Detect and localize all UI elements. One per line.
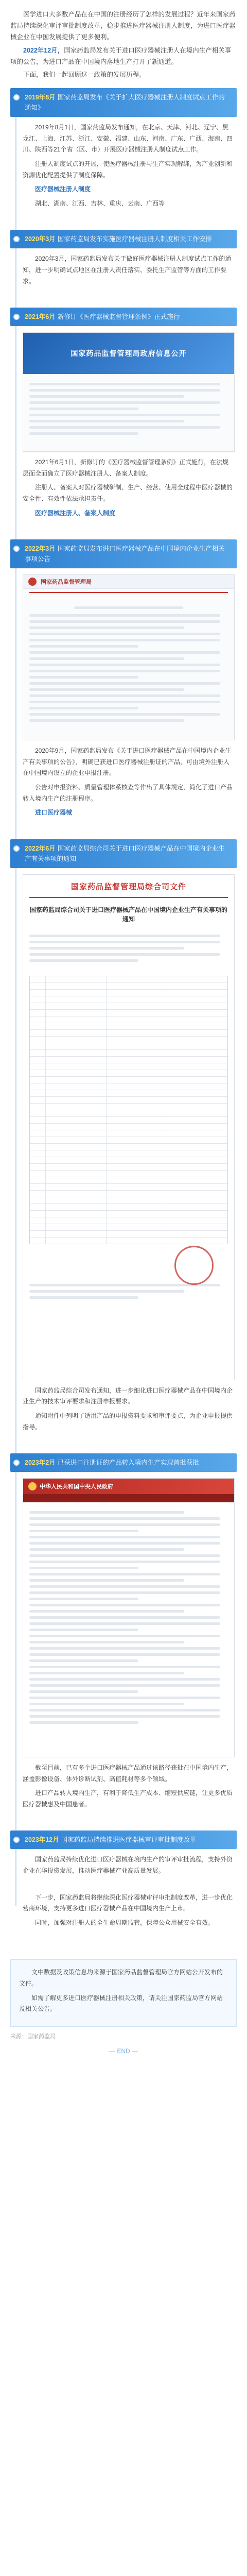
timeline-heading: 国家药监局持续推进医疗器械审评审批制度改革 (61, 1836, 197, 1844)
source-credit: 来源：国家药监局 (10, 2033, 56, 2040)
highlight-text: 医疗器械注册人、备案人制度 (35, 509, 116, 517)
end-mark: — END — (109, 2047, 138, 2055)
timeline-banner (10, 1831, 237, 1849)
entry-paragraph: 截至目前，已有多个进口医疗器械产品通过该路径获批在中国境内生产，涵盖影像设备、体外诊断试剂、高值耗材等多个领域。 (23, 1764, 233, 1783)
policy-screenshot (23, 574, 235, 740)
timeline-banner (10, 308, 237, 326)
timeline-banner (10, 539, 237, 568)
timeline-heading: 新修订《医疗器械监督管理条例》正式施行 (57, 313, 180, 321)
entry-paragraph: 2020年9月，国家药监局发布《关于进口医疗器械产品在中国境内企业生产有关事项的公告》，明确已获进口医疗器械注册证的产品，可由境外注册人在中国境内设立的企业申报注册。 (23, 747, 232, 777)
timeline-date: 2020年3月 (25, 235, 56, 243)
footer-paragraph: 文中数据及政策信息均来源于国家药品监督管理局官方网站公开发布的文件。 (19, 1969, 223, 1988)
timeline-date: 2019年8月 (25, 94, 56, 101)
timeline-heading: 已获进口注册证的产品转入境内生产实现首批获批 (57, 1459, 199, 1467)
official-document-scan (23, 874, 235, 1380)
timeline-heading: 国家药监局发布实施医疗器械注册人制度相关工作安排 (57, 235, 212, 243)
entry-paragraph: 2021年6月1日，新修订的《医疗器械监督管理条例》正式施行，在法规层面全面确立了医疗器械注册人、备案人制度。 (23, 459, 229, 477)
entry-paragraph: 进口产品转入境内生产，有利于降低生产成本、缩短供应链，让更多优质医疗器械惠及中国患者。 (23, 1789, 233, 1808)
timeline-date: 2021年6月 (25, 313, 56, 321)
timeline-date: 2023年12月 (25, 1836, 59, 1844)
conclusion-paragraph: 下一步，国家药监局将继续深化医疗器械审评审批制度改革，进一步优化营商环境，支持更多进口医疗器械产品在中国境内生产上市。 (23, 1893, 233, 1912)
official-seal-icon (174, 1246, 214, 1285)
entry-paragraph (23, 184, 235, 195)
government-site-screenshot (23, 1478, 235, 1757)
entry-paragraph: 公告对申报资料、质量管理体系核查等作出了具体规定，简化了进口产品转入境内生产的注册程序。 (23, 783, 233, 802)
conclusion-paragraph: 同时，加强对注册人的全生命周期监管，保障公众用械安全有效。 (35, 1919, 215, 1926)
intro-paragraph: 下面，我们一起回顾这一政策的发展历程。 (23, 71, 146, 79)
document-header: 国家药品监督管理局 (41, 579, 92, 586)
entry-body (23, 1762, 235, 1810)
entry-body (23, 1385, 235, 1433)
timeline-heading: 国家药监局发布进口医疗器械产品在中国境内企业生产相关事项公告 (25, 545, 225, 563)
timeline-entry (10, 1831, 237, 1876)
timeline-date: 2022年6月 (25, 844, 56, 852)
document-issuer: 国家药品监督管理局综合司文件 (70, 882, 186, 891)
footer-paragraph: 如需了解更多进口医疗器械注册相关政策，请关注国家药监局官方网站及相关公告。 (19, 1994, 223, 2013)
timeline-banner (10, 230, 237, 248)
intro-paragraph (10, 45, 237, 68)
timeline-banner (10, 88, 237, 117)
highlight-text: 进口医疗器械 (35, 809, 73, 817)
entry-paragraph: 通知附件中列明了适用产品的申报资料要求和审评要点，为企业申报提供指导。 (23, 1412, 233, 1431)
timeline-entry (10, 230, 237, 287)
entry-paragraph (23, 807, 235, 819)
intro-text: 国家药监局发布关于进口医疗器械注册人在境内生产相关事项的公告，为进口产品在中国境内落地生产打开了新通道。 (10, 46, 232, 65)
site-banner: 国家药品监督管理局政府信息公开 (23, 333, 234, 374)
timeline-entry (10, 1453, 237, 1810)
entry-paragraph: 2019年8月1日，国家药监局发布通知，在北京、天津、河北、辽宁、黑龙江、上海、江苏、浙江、安徽、福建、山东、河南、广东、广西、海南、四川、陕西等21个省（区、市）开展医疗器械注册人制度试点工作。 (23, 124, 233, 154)
document-title: 国家药监局综合司关于进口医疗器械产品在中国境内企业生产有关事项的通知 (29, 906, 227, 923)
document-table (29, 976, 228, 1244)
timeline-entry (10, 88, 237, 209)
entry-paragraph: 国家药监局持续优化进口医疗器械在境内生产的审评审批流程，支持外资企业在华投资发展，推动医疗器械产业高质量发展。 (23, 1856, 233, 1875)
footer-note (10, 1959, 237, 2026)
policy-screenshot (23, 332, 235, 452)
conclusion (23, 1892, 235, 1929)
entry-paragraph: 注册人制度试点的开展，使医疗器械注册与生产实现解绑，为产业创新和资源优化配置提供了制度保障。 (23, 160, 233, 179)
highlight-text: 医疗器械注册人制度 (35, 185, 91, 193)
intro-paragraph: 医学进口大多数产品在在中国的注册经历了怎样的发展过程？近年来国家药监局持续深化审评审批制度改革，稳步推进医疗器械注册人制度，为进口医疗器械企业在中国发展提供了更多便利。 (10, 11, 236, 41)
emblem-icon (28, 578, 37, 586)
timeline-heading: 国家药监局综合司关于进口医疗器械产品在中国境内企业生产有关事项的通知 (25, 844, 225, 862)
intro-section (0, 0, 247, 88)
site-name: 中华人民共和国中央人民政府 (40, 1484, 113, 1490)
entry-body (23, 745, 235, 819)
entry-body (23, 122, 235, 209)
timeline-banner (10, 1453, 237, 1472)
entry-body (23, 457, 235, 519)
timeline-banner (10, 839, 237, 868)
timeline-date: 2022年3月 (25, 545, 56, 553)
entry-paragraph: 2020年3月，国家药监局发布关于做好医疗器械注册人制度试点工作的通知，进一步明确试点地区在注册人责任落实、委托生产监管等方面的工作要求。 (23, 255, 232, 285)
entry-body (23, 253, 235, 287)
policy-timeline (0, 88, 247, 1947)
entry-paragraph: 湖北、湖南、江西、吉林、重庆、云南、广西等 (35, 199, 165, 207)
timeline-entry (10, 539, 237, 819)
national-emblem-icon (28, 1482, 37, 1490)
entry-paragraph: 国家药监局综合司发布通知，进一步细化进口医疗器械产品在中国境内企业生产的技术审评要求和注册申报要求。 (23, 1386, 233, 1405)
timeline-date: 2023年2月 (25, 1459, 56, 1467)
entry-body (23, 1854, 235, 1876)
timeline-heading: 国家药监局发布《关于扩大医疗器械注册人制度试点工作的通知》 (25, 94, 225, 112)
entry-paragraph: 注册人、备案人对医疗器械研制、生产、经营、使用全过程中医疗器械的安全性、有效性依法承担责任。 (23, 484, 233, 502)
entry-paragraph (23, 508, 235, 519)
timeline-entry (10, 839, 237, 1433)
intro-date: 2022年12月， (23, 46, 64, 54)
timeline-entry (10, 308, 237, 519)
